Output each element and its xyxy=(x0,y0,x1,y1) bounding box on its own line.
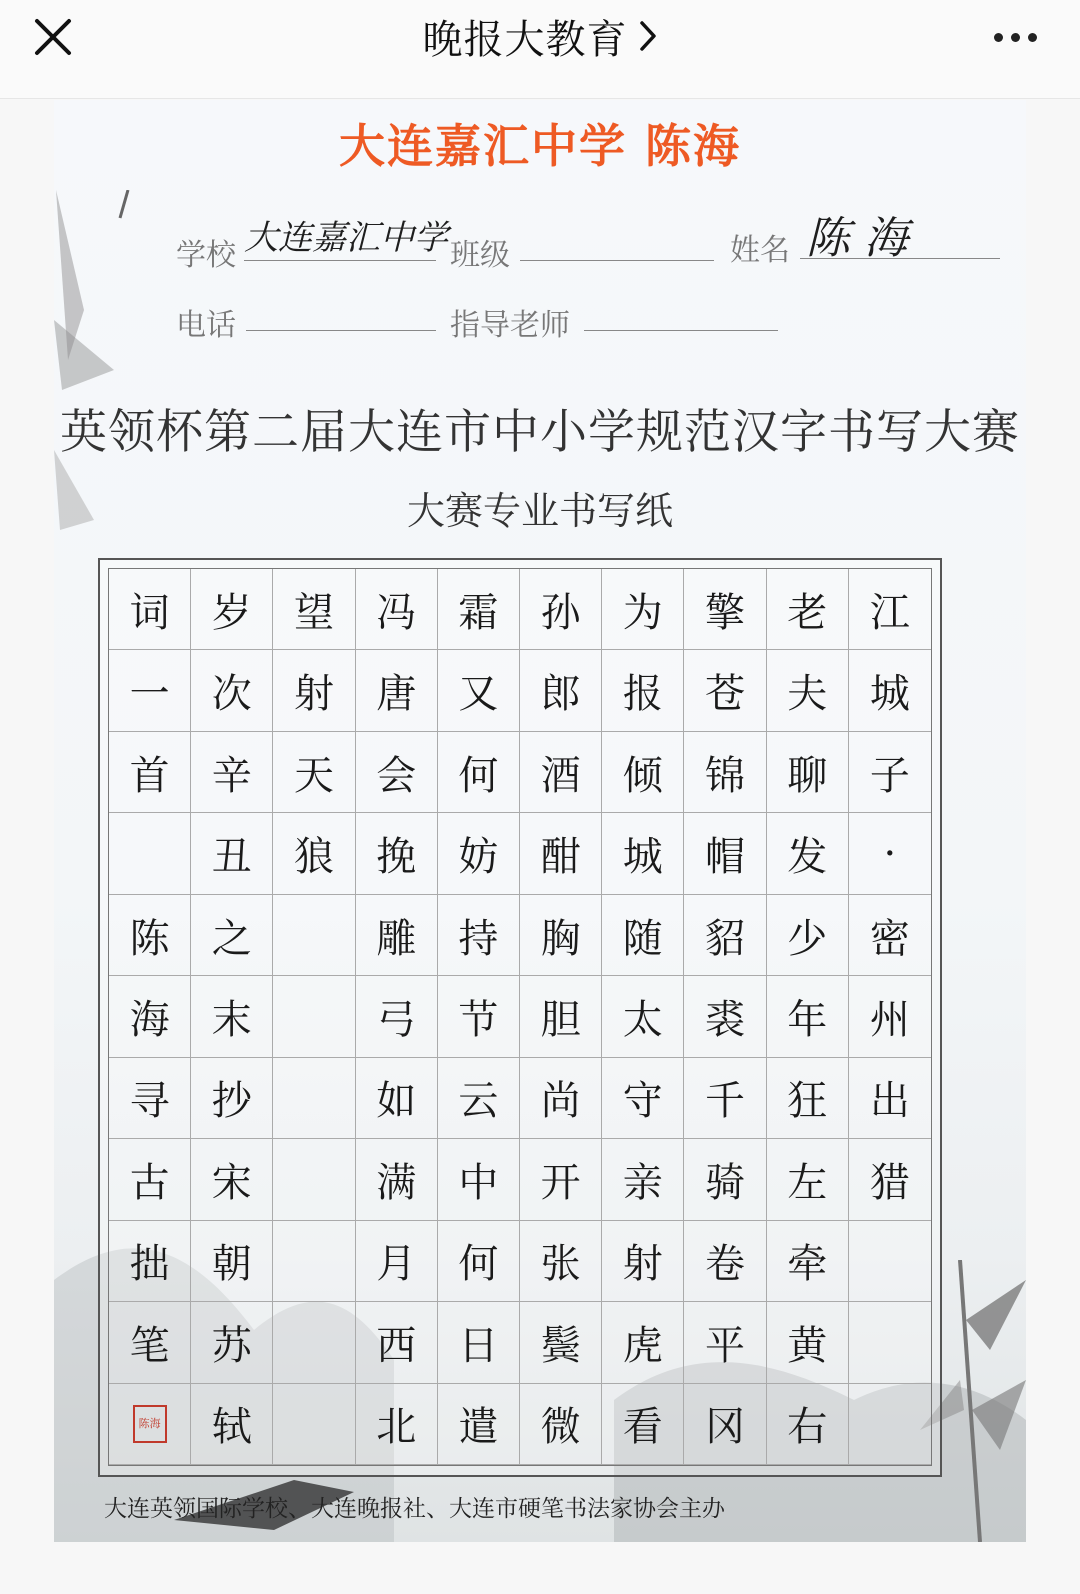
seal-stamp: 陈海 xyxy=(133,1405,167,1443)
grid-cell xyxy=(849,1384,931,1465)
grid-cell: 日 xyxy=(438,1302,520,1383)
grid-cell: 看 xyxy=(602,1384,684,1465)
grid-cell: 之 xyxy=(191,895,273,976)
grid-cell: 年 xyxy=(767,976,849,1057)
grid-cell: 又 xyxy=(438,650,520,731)
grid-cell: 密 xyxy=(849,895,931,976)
more-dots-icon xyxy=(990,27,1041,46)
grid-cell: · xyxy=(849,813,931,894)
school-value: 大连嘉汇中学 xyxy=(244,218,448,258)
grid-cell: 如 xyxy=(356,1058,438,1139)
page-title: 晚报大教育 xyxy=(422,16,628,63)
grid-cell: 虎 xyxy=(602,1302,684,1383)
grid-cell: 拙 xyxy=(109,1221,191,1302)
grid-cell: 首 xyxy=(109,732,191,813)
grid-cell: 张 xyxy=(520,1221,602,1302)
grid-cell xyxy=(109,1384,191,1465)
contest-subtitle: 大赛专业书写纸 xyxy=(406,489,673,533)
grid-cell: 尚 xyxy=(520,1058,602,1139)
writing-grid xyxy=(108,568,932,1466)
grid-cell: 平 xyxy=(684,1302,766,1383)
grid-cell: 牵 xyxy=(767,1221,849,1302)
grid-cell xyxy=(849,1302,931,1383)
grid-cell: 守 xyxy=(602,1058,684,1139)
grid-cell: 何 xyxy=(438,732,520,813)
grid-cell: 报 xyxy=(602,650,684,731)
account-title-link[interactable] xyxy=(0,8,1080,64)
grid-cell: 发 xyxy=(767,813,849,894)
grid-cell: 古 xyxy=(109,1139,191,1220)
grid-cell: 倾 xyxy=(602,732,684,813)
grid-cell: 子 xyxy=(849,732,931,813)
grid-cell: 锦 xyxy=(684,732,766,813)
grid-cell: 城 xyxy=(849,650,931,731)
contest-title: 英领杯第二届大连市中小学规范汉字书写大赛 xyxy=(60,405,1020,460)
grid-cell: 射 xyxy=(602,1221,684,1302)
teacher-label: 指导老师 xyxy=(450,308,570,343)
grid-cell: 望 xyxy=(273,569,355,650)
grid-cell xyxy=(273,895,355,976)
grid-cell: 狂 xyxy=(767,1058,849,1139)
grid-cell: 海 xyxy=(109,976,191,1057)
grid-cell: 词 xyxy=(109,569,191,650)
grid-cell: 卷 xyxy=(684,1221,766,1302)
grid-cell xyxy=(273,1302,355,1383)
grid-cell: 宋 xyxy=(191,1139,273,1220)
grid-cell: 裘 xyxy=(684,976,766,1057)
grid-cell: 寻 xyxy=(109,1058,191,1139)
grid-cell: 聊 xyxy=(767,732,849,813)
grid-cell: 天 xyxy=(273,732,355,813)
grid-cell xyxy=(273,976,355,1057)
grid-cell: 丑 xyxy=(191,813,273,894)
teacher-line xyxy=(584,330,778,331)
class-line xyxy=(520,260,714,261)
grid-cell: 苏 xyxy=(191,1302,273,1383)
more-options-button[interactable] xyxy=(980,14,1050,58)
page-bottom xyxy=(0,1542,1080,1594)
name-line xyxy=(800,258,1000,259)
grid-cell: 亲 xyxy=(602,1139,684,1220)
grid-cell: 老 xyxy=(767,569,849,650)
grid-cell: 出 xyxy=(849,1058,931,1139)
class-label: 班级 xyxy=(450,238,510,273)
name-label: 姓名 xyxy=(730,233,790,268)
grid-cell: 笔 xyxy=(109,1302,191,1383)
grid-cell: 苍 xyxy=(684,650,766,731)
grid-cell: 冯 xyxy=(356,569,438,650)
grid-cell: 弓 xyxy=(356,976,438,1057)
grid-cell: 唐 xyxy=(356,650,438,731)
grid-cell: 月 xyxy=(356,1221,438,1302)
grid-cell: 为 xyxy=(602,569,684,650)
grid-cell: 胆 xyxy=(520,976,602,1057)
chevron-right-icon xyxy=(638,19,658,53)
grid-cell: 帽 xyxy=(684,813,766,894)
grid-cell: 开 xyxy=(520,1139,602,1220)
grid-cell: 岁 xyxy=(191,569,273,650)
grid-cell xyxy=(273,1384,355,1465)
article-headline: 大连嘉汇中学 陈海 xyxy=(338,119,741,173)
grid-cell: 酣 xyxy=(520,813,602,894)
grid-cell: 满 xyxy=(356,1139,438,1220)
grid-cell xyxy=(109,813,191,894)
calligraphy-photo xyxy=(54,100,1026,1542)
grid-cell: 夫 xyxy=(767,650,849,731)
grid-cell: 西 xyxy=(356,1302,438,1383)
grid-cell: 城 xyxy=(602,813,684,894)
grid-cell: 节 xyxy=(438,976,520,1057)
grid-cell: 遣 xyxy=(438,1384,520,1465)
writing-grid-frame xyxy=(98,558,942,1477)
grid-cell: 州 xyxy=(849,976,931,1057)
grid-cell: 擎 xyxy=(684,569,766,650)
grid-cell: 冈 xyxy=(684,1384,766,1465)
grid-cell: 霜 xyxy=(438,569,520,650)
grid-cell: 末 xyxy=(191,976,273,1057)
grid-cell xyxy=(273,1058,355,1139)
grid-cell: 狼 xyxy=(273,813,355,894)
grid-cell: 太 xyxy=(602,976,684,1057)
grid-cell: 孙 xyxy=(520,569,602,650)
grid-cell: 猎 xyxy=(849,1139,931,1220)
grid-cell: 随 xyxy=(602,895,684,976)
grid-cell: 会 xyxy=(356,732,438,813)
grid-cell: 郎 xyxy=(520,650,602,731)
grid-cell: 骑 xyxy=(684,1139,766,1220)
grid-cell: 千 xyxy=(684,1058,766,1139)
phone-label: 电话 xyxy=(176,308,236,343)
grid-cell: 次 xyxy=(191,650,273,731)
grid-cell: 黄 xyxy=(767,1302,849,1383)
grid-cell: 右 xyxy=(767,1384,849,1465)
top-navigation-bar xyxy=(0,0,1080,99)
grid-cell: 陈 xyxy=(109,895,191,976)
grid-cell: 酒 xyxy=(520,732,602,813)
grid-cell: 貂 xyxy=(684,895,766,976)
phone-line xyxy=(246,330,436,331)
grid-cell: 鬓 xyxy=(520,1302,602,1383)
school-line xyxy=(244,260,436,261)
grid-cell: 云 xyxy=(438,1058,520,1139)
grid-cell: 北 xyxy=(356,1384,438,1465)
grid-cell: 辛 xyxy=(191,732,273,813)
school-label: 学校 xyxy=(176,238,236,273)
grid-cell xyxy=(849,1221,931,1302)
grid-cell: 轼 xyxy=(191,1384,273,1465)
grid-cell: 妨 xyxy=(438,813,520,894)
grid-cell: 挽 xyxy=(356,813,438,894)
grid-cell: 江 xyxy=(849,569,931,650)
grid-cell: 何 xyxy=(438,1221,520,1302)
grid-cell: 中 xyxy=(438,1139,520,1220)
organizer-footer: 大连英领国际学校、大连晚报社、大连市硬笔书法家协会主办 xyxy=(104,1496,725,1522)
grid-cell: 一 xyxy=(109,650,191,731)
name-value: 陈 海 xyxy=(806,213,908,264)
grid-cell: 抄 xyxy=(191,1058,273,1139)
grid-cell: 持 xyxy=(438,895,520,976)
grid-cell xyxy=(273,1139,355,1220)
grid-cell: 微 xyxy=(520,1384,602,1465)
grid-cell: 射 xyxy=(273,650,355,731)
grid-cell: 少 xyxy=(767,895,849,976)
grid-cell xyxy=(273,1221,355,1302)
grid-cell: 雕 xyxy=(356,895,438,976)
grid-cell: 朝 xyxy=(191,1221,273,1302)
grid-cell: 胸 xyxy=(520,895,602,976)
grid-cell: 左 xyxy=(767,1139,849,1220)
